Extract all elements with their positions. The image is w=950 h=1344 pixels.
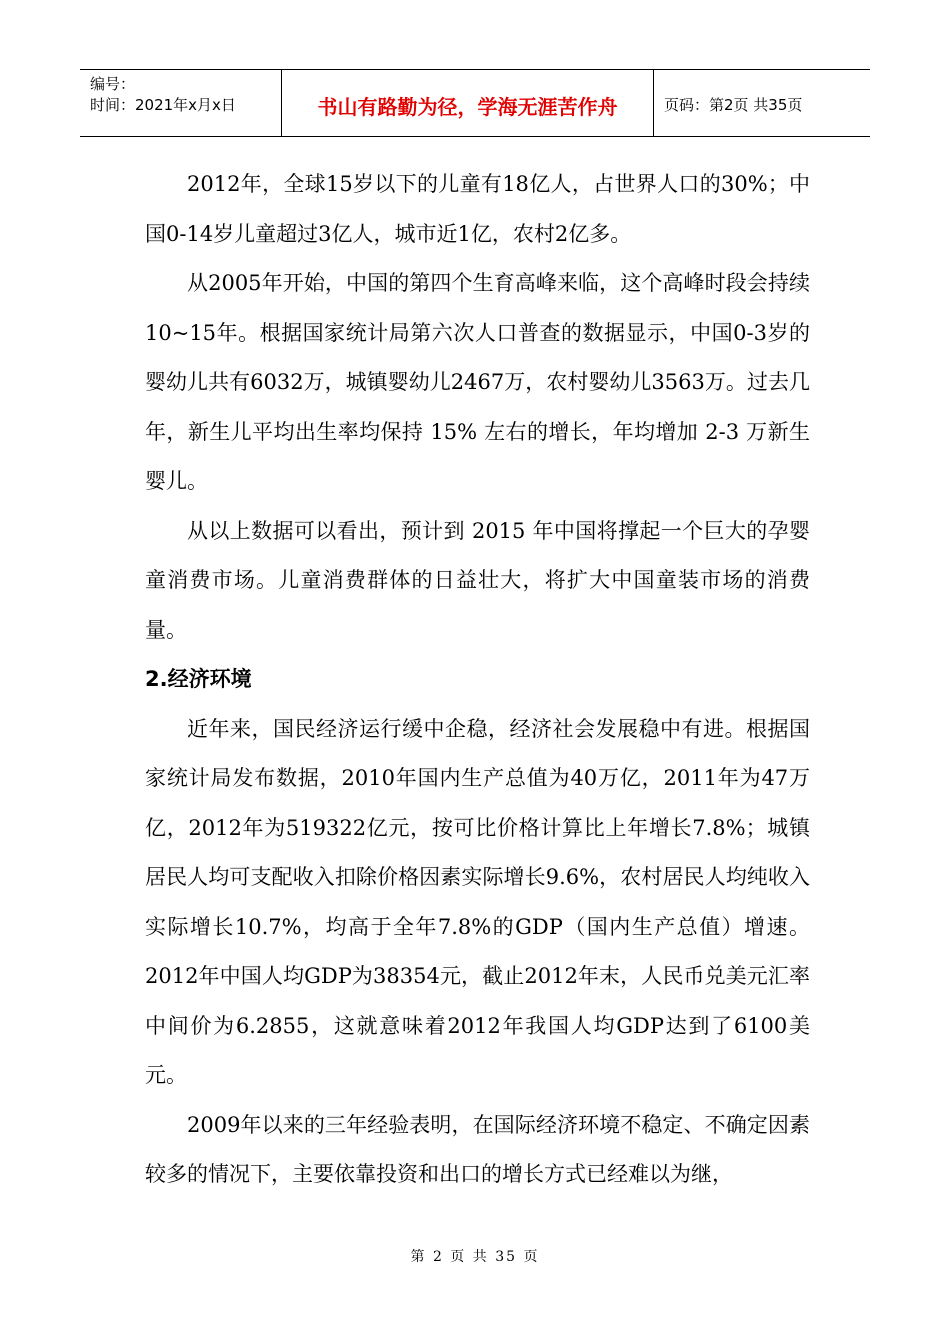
paragraph: 近年来，国民经济运行缓中企稳，经济社会发展稳中有进。根据国家统计局发布数据，2010年国内生产总值为40万亿，2011年为47万亿，2012年为519322亿元，按可比价格计算比上年增长7.8%；城镇居民人均可支配收入扣除价格因素实际增长9.6%，农村居民人均纯收入实际增长10.7%，均高于全年7.8%的GDP（国内生产总值）增速。2012年中国人均GDP为38354元，截止2012年末，人民币兑美元汇率中间价为6.2855，这就意味着2012年我国人均GDP达到了6100美元。 (145, 716, 810, 1087)
document-number-label: 编号： (90, 75, 136, 93)
paragraph: 从以上数据可以看出，预计到 2015 年中国将撑起一个巨大的孕婴童消费市场。儿童消费群体的日益壮大，将扩大中国童装市场的消费量。 (145, 518, 810, 642)
section-heading: 2.经济环境 (145, 667, 252, 691)
paragraph: 从2005年开始，中国的第四个生育高峰来临，这个高峰时段会持续10~15年。根据国家统计局第六次人口普查的数据显示，中国0-3岁的婴幼儿共有6032万，城镇婴幼儿2467万，农村婴幼儿3563万。过去几年，新生儿平均出生率均保持 15% 左右的增长，年均增加 2-3 万新生婴儿。 (145, 271, 810, 493)
document-body (145, 160, 810, 1200)
header-page-code: 页码：第2页 共35页 (664, 95, 803, 114)
document-time-label: 时间：2021年x月x日 (90, 96, 236, 114)
page-footer: 第 2 页 共 35 页 (410, 1249, 540, 1265)
paragraph: 2009年以来的三年经验表明，在国际经济环境不稳定、不确定因素较多的情况下，主要依靠投资和出口的增长方式已经难以为继， (145, 1112, 810, 1186)
header-motto: 书山有路勤为径，学海无涯苦作舟 (282, 70, 654, 136)
paragraph: 2012年，全球15岁以下的儿童有18亿人，占世界人口的30%；中国0-14岁儿童超过3亿人，城市近1亿，农村2亿多。 (145, 172, 810, 246)
page-header (80, 69, 870, 137)
header-meta (80, 70, 282, 136)
